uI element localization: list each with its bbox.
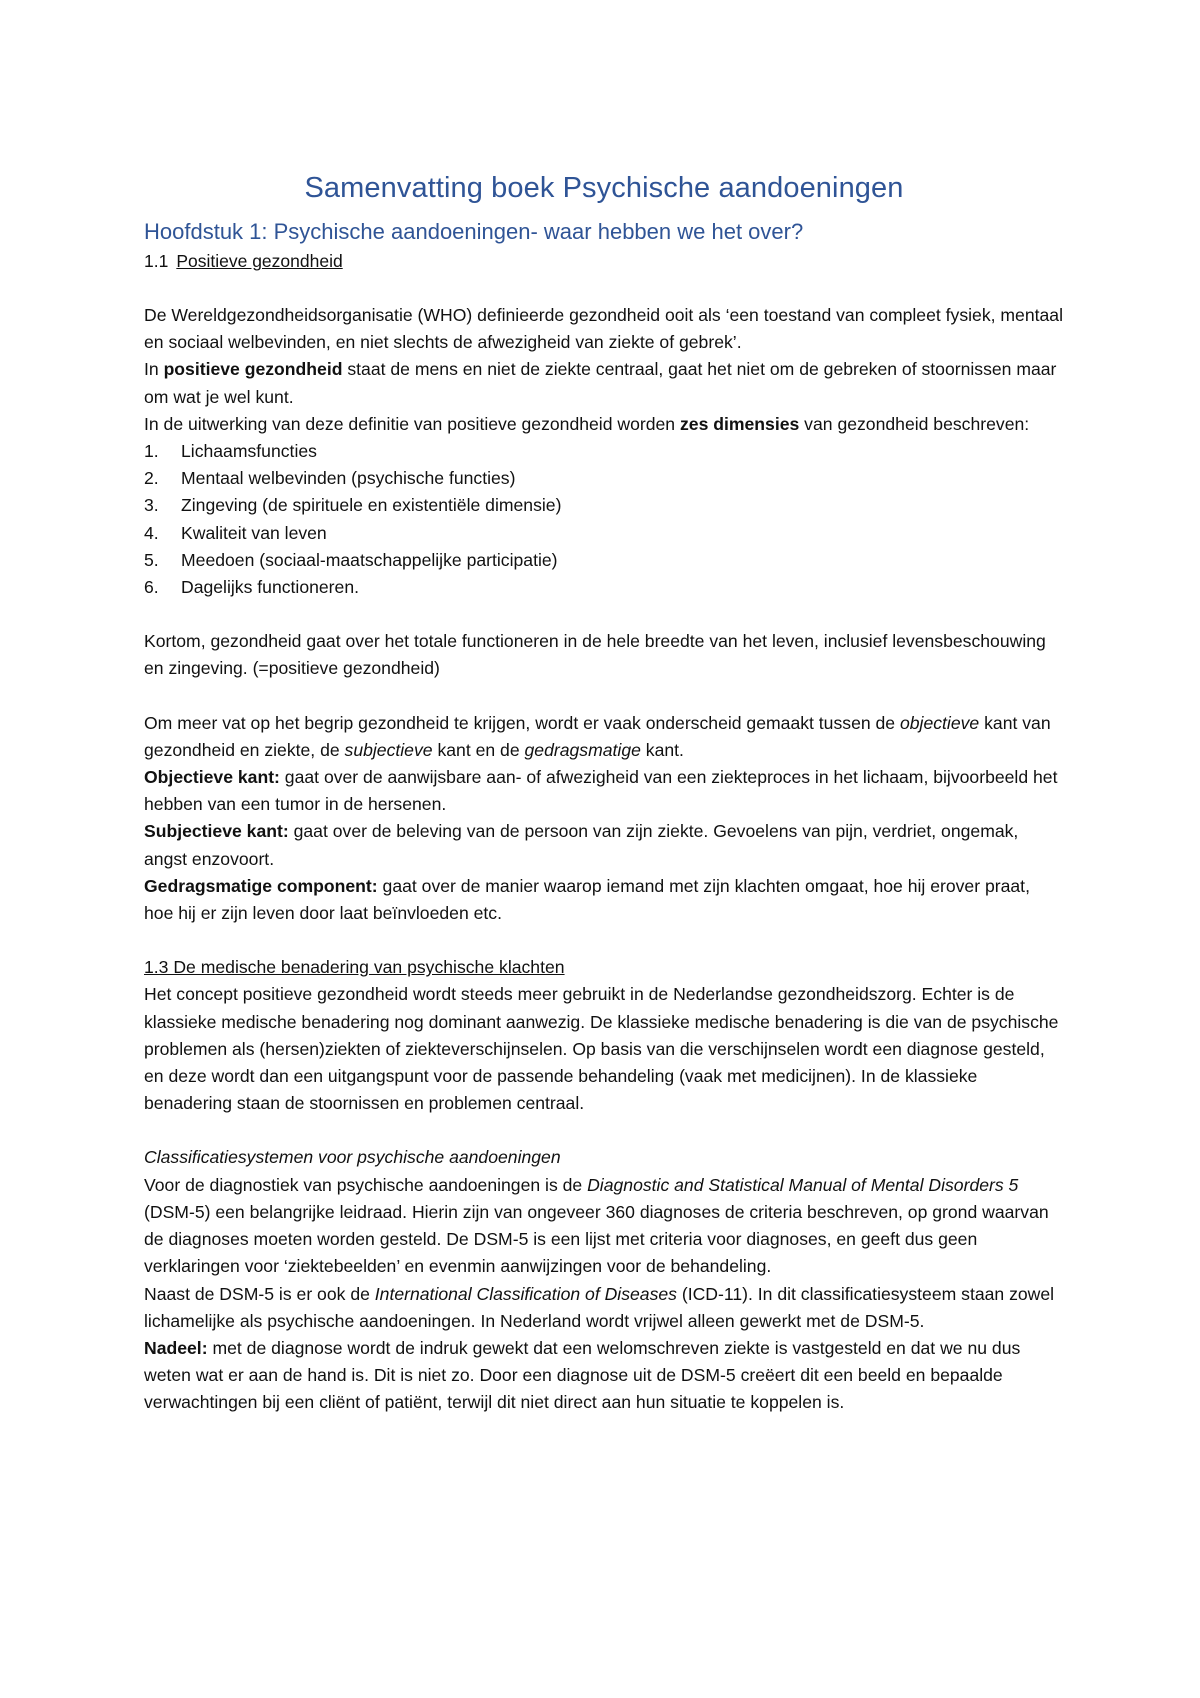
text-run: gaat over de beleving van de persoon van zijn ziekte. Gevoelens van pijn, verdriet, ongemak, angst enzovoort. [144,821,1019,869]
spacer [144,601,1064,628]
text-run: gaat over de aanwijsbare aan- of afwezigheid van een ziekteproces in het lichaam, bijvoorbeeld het hebben van een tumor in de hersenen. [144,767,1058,815]
dimensions-list [144,438,1064,601]
disadvantage-paragraph [144,1335,1064,1417]
who-definition-paragraph: De Wereldgezondheidsorganisatie (WHO) definieerde gezondheid ooit als ‘een toestand van compleet fysiek, mentaal en sociaal welbevinden, en niet slechts de afwezigheid van ziekte of gebrek’. [144,305,1063,353]
text-run: (ICD-11). In dit classificatiesysteem staan zowel lichamelijke als psychische aandoeningen. In Nederland wordt vrijwel alleen gewerkt met de DSM-5. [144,1283,1055,1331]
section-heading-1-3: 1.3 De medische benadering van psychische klachten [144,957,565,978]
list-number: 4. [144,522,159,543]
list-number: 3. [144,495,159,516]
summary-paragraph: Kortom, gezondheid gaat over het totale functioneren in de hele breedte van het leven, inclusief levensbeschouwing en zingeving. (=positieve gezondheid) [144,631,1046,679]
subjective-paragraph [144,818,1064,872]
aspects-paragraph [144,710,1064,764]
list-text: Dagelijks functioneren. [181,577,359,598]
dimensions-intro-paragraph [144,411,1064,438]
text-run: met de diagnose wordt de indruk gewekt dat een welomschreven ziekte is vastgesteld en dat we nu dus weten wat er aan de hand is. Dit is niet zo. Door een diagnose uit de DSM-5 creëert dit een beeld en bepaalde verwachtingen bij een cliënt of patiënt, terwijl dit niet direct aan hun situatie te koppelen is. [144,1337,1021,1413]
bold-label: Gedragsmatige component: [144,875,378,896]
list-item [144,547,1064,574]
page-title: Samenvatting boek Psychische aandoeningen [304,172,904,204]
list-item [144,465,1064,492]
text-run: kant van gezondheid en ziekte, de [144,712,1051,760]
list-number: 2. [144,468,159,489]
italic-term: Diagnostic and Statistical Manual of Mental Disorders 5 [587,1174,1019,1195]
bold-label: Nadeel: [144,1337,208,1358]
section-number: 1.1 [144,251,169,271]
bold-label: Objectieve kant: [144,767,280,788]
text-run: kant en de [432,739,525,760]
bold-term: positieve gezondheid [163,359,343,380]
bold-label: Subjectieve kant: [144,821,289,842]
text-run: Naast de DSM-5 is er ook de [144,1283,375,1304]
list-text: Kwaliteit van leven [181,522,327,543]
medical-approach-paragraph: Het concept positieve gezondheid wordt steeds meer gebruikt in de Nederlandse gezondheidszorg. Echter is de klassieke medische benadering nog dominant aanwezig. De klassieke medische benadering is die van de psychische problemen als (hersen)ziekten of ziekteverschijnselen. Op basis van die verschijnselen wordt een diagnose gesteld, en deze wordt dan een uitgangspunt voor de passende behandeling (vaak met medicijnen). In de klassieke benadering staan de stoornissen en problemen centraal. [144,984,1059,1114]
subsection-heading [144,1144,1064,1171]
spacer [144,683,1064,710]
list-number: 1. [144,441,159,462]
spacer [144,275,1064,302]
list-number: 5. [144,549,159,570]
list-item [144,438,1064,465]
text-run: van gezondheid beschreven: [799,413,1030,434]
objective-paragraph [144,764,1064,818]
list-text: Meedoen (sociaal-maatschappelijke participatie) [181,549,558,570]
document-body [144,166,1064,1417]
text-run: kant. [640,739,684,760]
text-run: gaat over de manier waarop iemand met zijn klachten omgaat, hoe hij erover praat, hoe hij er zijn leven door laat beïnvloeden etc. [144,875,1030,924]
italic-term: International Classification of Diseases [374,1283,677,1304]
text-run: In de uitwerking van deze definitie van positieve gezondheid worden [144,413,680,434]
spacer [144,1117,1064,1144]
text-run: Voor de diagnostiek van psychische aandoeningen is de [144,1174,588,1195]
positive-health-paragraph [144,356,1064,410]
chapter-heading: Hoofdstuk 1: Psychische aandoeningen- waar hebben we het over? [144,219,804,244]
list-item [144,520,1064,547]
bold-term: zes dimensies [679,413,800,434]
list-number: 6. [144,577,159,598]
text-run: In [144,359,164,380]
list-text: Zingeving (de spirituele en existentiële dimensie) [181,495,562,516]
text-run: (DSM-5) een belangrijke leidraad. Hierin zijn van ongeveer 360 diagnoses de criteria beschreven, op grond waarvan de diagnoses moeten worden gesteld. De DSM-5 is een lijst met criteria voor diagnoses, en geeft dus geen verklaringen voor ‘ziektebeelden’ en evenmin aanwijzingen voor de behandeling. [144,1201,1049,1277]
dsm-paragraph [144,1172,1064,1281]
section-title: Positieve gezondheid [176,251,343,271]
list-item [144,574,1064,601]
list-item [144,492,1064,519]
list-text: Lichaamsfuncties [181,441,317,462]
text-run: staat de mens en niet de ziekte centraal, gaat het niet om de gebreken of stoornissen maar om wat je wel kunt. [144,359,1057,407]
italic-term: gedragsmatige [524,739,641,760]
italic-heading: Classificatiesystemen voor psychische aandoeningen [144,1147,561,1168]
section-heading-1-1 [144,248,1064,275]
italic-term: objectieve [899,712,980,733]
list-text: Mentaal welbevinden (psychische functies) [181,468,516,489]
italic-term: subjectieve [344,739,433,760]
behavioral-paragraph [144,873,1064,927]
text-run: Om meer vat op het begrip gezondheid te krijgen, wordt er vaak onderscheid gemaakt tussen de [144,712,900,733]
spacer [144,927,1064,954]
icd-paragraph [144,1281,1064,1335]
